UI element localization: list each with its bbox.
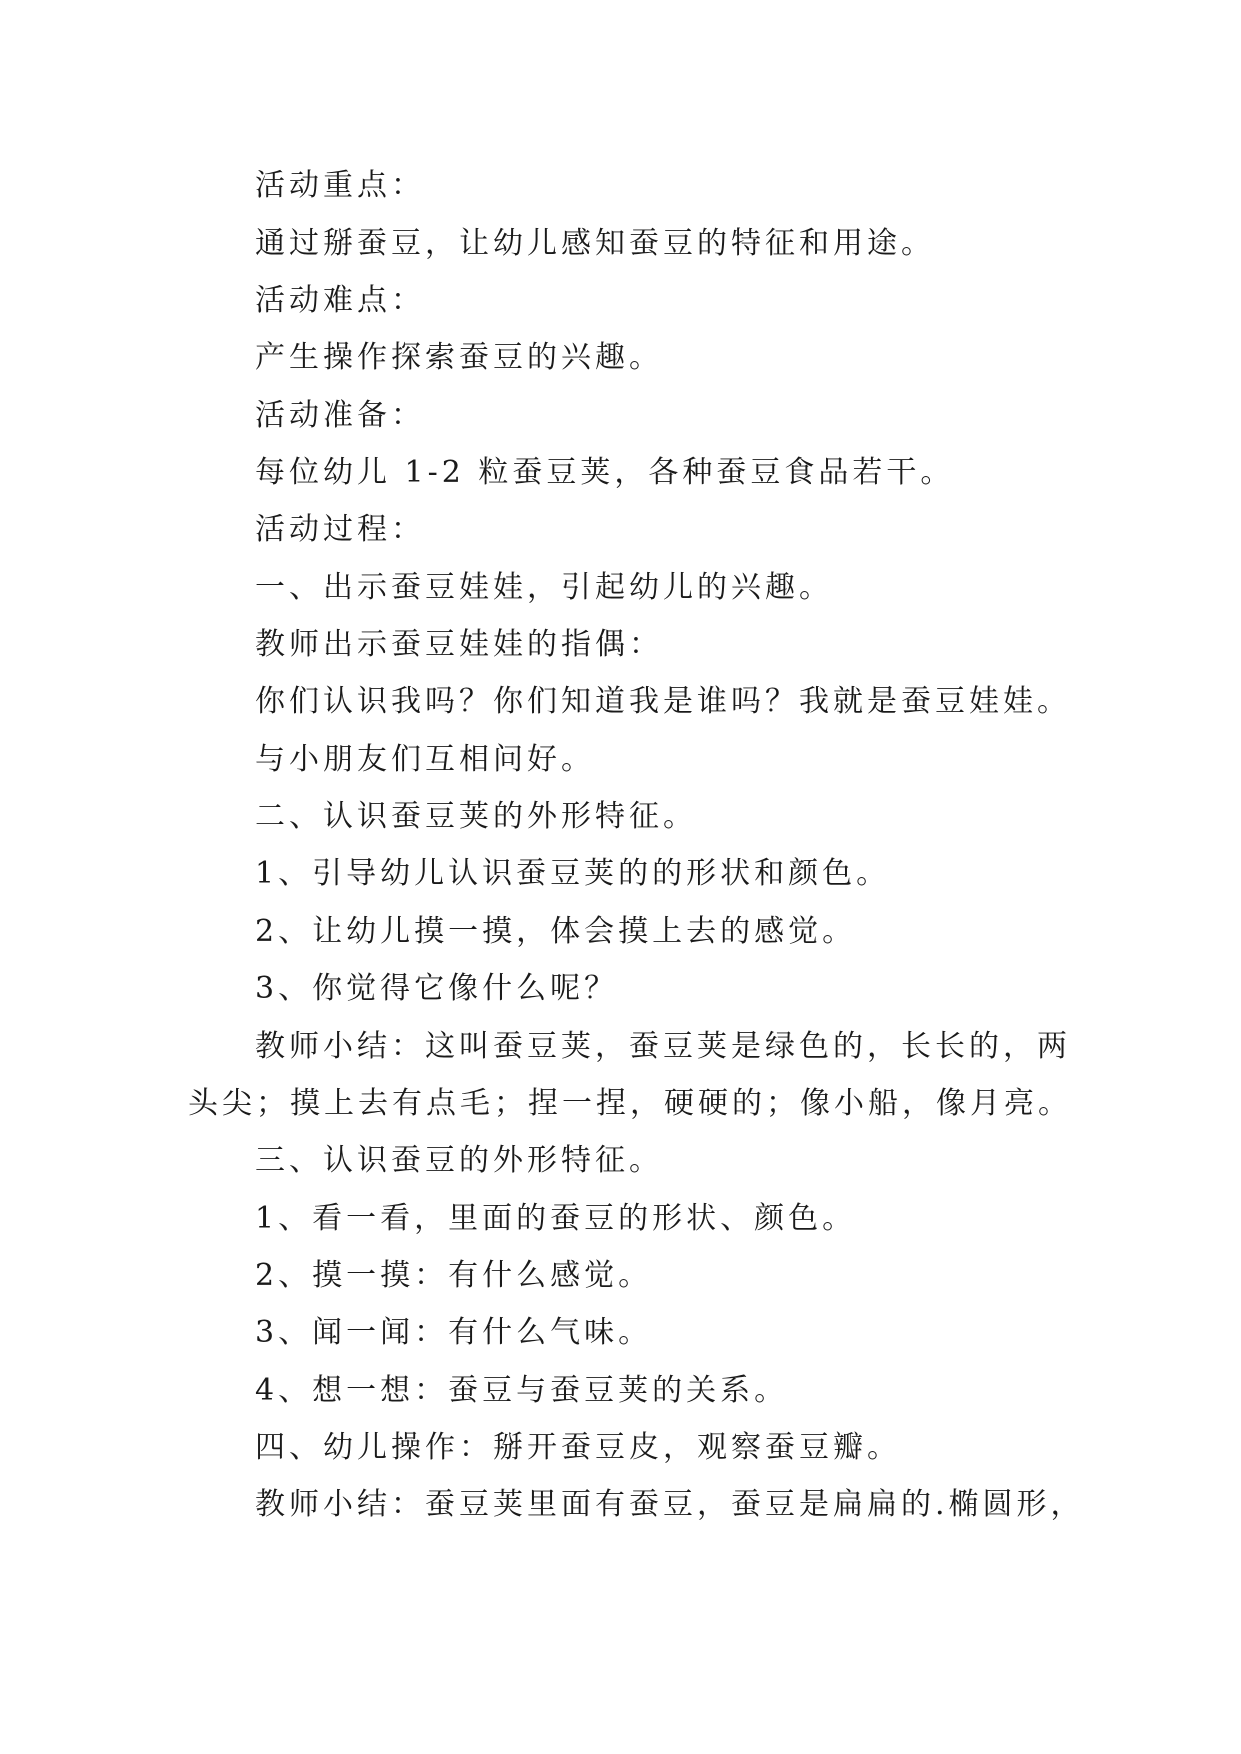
paragraph-teacher-shows-puppet: 教师出示蚕豆娃娃的指偶： <box>255 627 663 662</box>
paragraph-difficulty-content: 产生操作探索蚕豆的兴趣。 <box>255 340 663 375</box>
paragraph-greeting: 与小朋友们互相问好。 <box>255 742 595 777</box>
list-item-three-3: 3、闻一闻：有什么气味。 <box>255 1315 653 1350</box>
paragraph-puppet-dialogue: 你们认识我吗？你们知道我是谁吗？我就是蚕豆娃娃。 <box>255 684 1071 719</box>
paragraph-teacher-summary-1: 教师小结：这叫蚕豆荚，蚕豆荚是绿色的，长长的，两 <box>255 1029 1071 1064</box>
paragraph-teacher-summary-2: 教师小结：蚕豆荚里面有蚕豆，蚕豆是扁扁的.椭圆形， <box>255 1487 1085 1522</box>
section-two-title: 二、认识蚕豆荚的外形特征。 <box>255 799 697 834</box>
paragraph-focus-content: 通过掰蚕豆，让幼儿感知蚕豆的特征和用途。 <box>255 226 935 261</box>
list-item-two-2: 2、让幼儿摸一摸，体会摸上去的感觉。 <box>255 914 857 949</box>
list-item-three-4: 4、想一想：蚕豆与蚕豆荚的关系。 <box>255 1373 789 1408</box>
list-item-two-1: 1、引导幼儿认识蚕豆荚的的形状和颜色。 <box>255 856 891 891</box>
list-item-three-2: 2、摸一摸：有什么感觉。 <box>255 1258 653 1293</box>
heading-activity-focus: 活动重点： <box>255 168 425 203</box>
heading-activity-process: 活动过程： <box>255 512 425 547</box>
paragraph-preparation-content: 每位幼儿 1-2 粒蚕豆荚，各种蚕豆食品若干。 <box>255 455 955 490</box>
paragraph-teacher-summary-1-cont: 头尖；摸上去有点毛；捏一捏，硬硬的；像小船，像月亮。 <box>188 1086 1072 1121</box>
section-three-title: 三、认识蚕豆的外形特征。 <box>255 1143 663 1178</box>
list-item-two-3: 3、你觉得它像什么呢？ <box>255 971 619 1006</box>
heading-activity-preparation: 活动准备： <box>255 398 425 433</box>
section-four-title: 四、幼儿操作：掰开蚕豆皮，观察蚕豆瓣。 <box>255 1430 901 1465</box>
section-one-title: 一、出示蚕豆娃娃，引起幼儿的兴趣。 <box>255 570 833 605</box>
list-item-three-1: 1、看一看，里面的蚕豆的形状、颜色。 <box>255 1201 857 1236</box>
heading-activity-difficulty: 活动难点： <box>255 283 425 318</box>
